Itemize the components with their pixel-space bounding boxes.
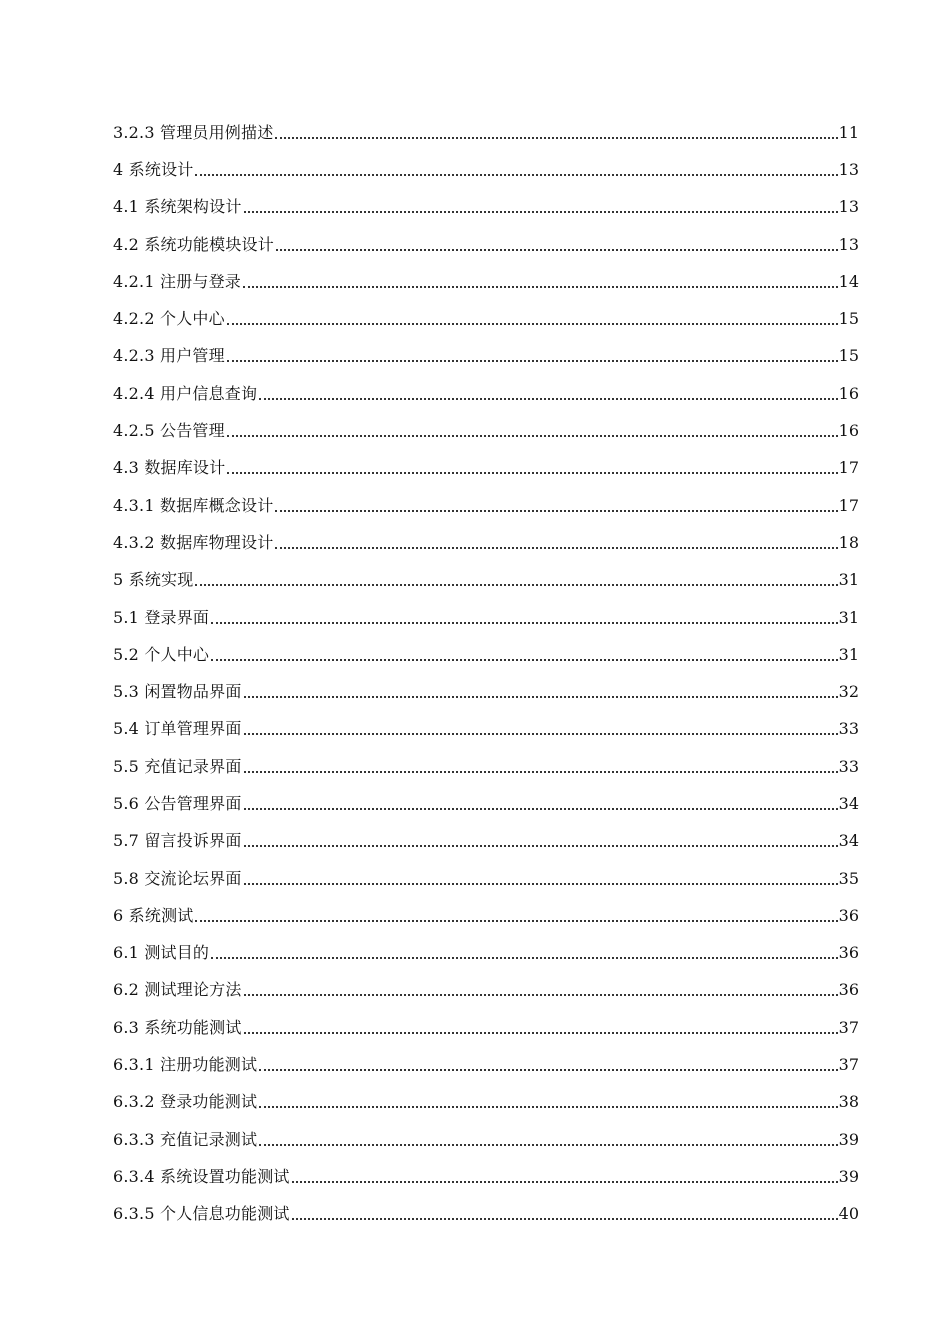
toc-dot-leader [259, 1069, 837, 1071]
toc-dot-leader [292, 1218, 838, 1220]
toc-entry-page-number: 17 [838, 495, 859, 515]
toc-entry-page-number: 15 [838, 309, 859, 329]
toc-entry-title: 5 系统实现 [113, 570, 194, 590]
toc-dot-leader [244, 883, 838, 885]
toc-dot-leader [244, 845, 838, 847]
toc-entry-page-number: 31 [838, 607, 859, 627]
toc-entry-title: 5.1 登录界面 [113, 607, 210, 627]
toc-entry-page-number: 34 [838, 793, 859, 813]
toc-entry-page-number: 15 [838, 346, 859, 366]
toc-entry-page-number: 17 [838, 458, 859, 478]
toc-entry[interactable] [113, 450, 859, 487]
toc-dot-leader [244, 808, 838, 810]
toc-entry-title: 4.1 系统架构设计 [113, 197, 242, 217]
toc-entry-title: 5.6 公告管理界面 [113, 793, 242, 813]
toc-entry-page-number: 33 [838, 719, 859, 739]
toc-entry[interactable] [113, 1084, 859, 1121]
toc-entry-page-number: 18 [838, 532, 859, 552]
toc-dot-leader [211, 659, 838, 661]
toc-dot-leader [259, 1144, 837, 1146]
toc-entry[interactable] [113, 785, 859, 822]
toc-entry-page-number: 16 [838, 421, 859, 441]
table-of-contents [113, 114, 859, 1233]
toc-entry-page-number: 31 [838, 644, 859, 664]
toc-entry[interactable] [113, 748, 859, 785]
toc-entry-page-number: 16 [838, 383, 859, 403]
toc-entry[interactable] [113, 897, 859, 934]
toc-entry[interactable] [113, 1046, 859, 1083]
toc-entry-page-number: 40 [838, 1204, 859, 1224]
toc-entry[interactable] [113, 114, 859, 151]
toc-entry-title: 3.2.3 管理员用例描述 [113, 122, 274, 142]
toc-dot-leader [211, 622, 838, 624]
toc-dot-leader [244, 1032, 838, 1034]
toc-entry-title: 5.4 订单管理界面 [113, 719, 242, 739]
toc-entry[interactable] [113, 375, 859, 412]
toc-entry-title: 6.3.1 注册功能测试 [113, 1055, 258, 1075]
toc-entry-page-number: 39 [838, 1166, 859, 1186]
toc-entry[interactable] [113, 226, 859, 263]
toc-entry[interactable] [113, 972, 859, 1009]
toc-entry-title: 4.2.1 注册与登录 [113, 271, 241, 291]
toc-entry-title: 6.1 测试目的 [113, 943, 210, 963]
toc-entry-title: 4.3.2 数据库物理设计 [113, 532, 274, 552]
toc-entry[interactable] [113, 1158, 859, 1195]
toc-entry-page-number: 35 [838, 868, 859, 888]
toc-entry-title: 6.3.5 个人信息功能测试 [113, 1204, 290, 1224]
toc-entry-page-number: 36 [838, 980, 859, 1000]
toc-entry-page-number: 38 [838, 1092, 859, 1112]
toc-dot-leader [227, 323, 838, 325]
toc-entry-title: 6.3.4 系统设置功能测试 [113, 1166, 290, 1186]
toc-dot-leader [195, 174, 837, 176]
toc-entry[interactable] [113, 263, 859, 300]
toc-dot-leader [195, 584, 837, 586]
toc-entry-page-number: 34 [838, 831, 859, 851]
toc-entry-page-number: 37 [838, 1055, 859, 1075]
toc-entry-page-number: 14 [838, 271, 859, 291]
toc-entry-title: 5.3 闲置物品界面 [113, 682, 242, 702]
toc-entry-title: 6.3.3 充值记录测试 [113, 1129, 258, 1149]
toc-dot-leader [275, 547, 837, 549]
toc-entry-page-number: 33 [838, 756, 859, 776]
toc-entry-title: 4.2.3 用户管理 [113, 346, 225, 366]
toc-entry[interactable] [113, 562, 859, 599]
toc-entry[interactable] [113, 412, 859, 449]
toc-entry-page-number: 36 [838, 943, 859, 963]
toc-entry-title: 4.3.1 数据库概念设计 [113, 495, 274, 515]
toc-entry[interactable] [113, 1121, 859, 1158]
toc-entry[interactable] [113, 1196, 859, 1233]
toc-entry[interactable] [113, 673, 859, 710]
toc-dot-leader [292, 1181, 838, 1183]
toc-entry[interactable] [113, 487, 859, 524]
toc-dot-leader [276, 249, 838, 251]
toc-entry-page-number: 36 [838, 905, 859, 925]
toc-entry-page-number: 13 [838, 197, 859, 217]
toc-dot-leader [244, 994, 838, 996]
toc-entry[interactable] [113, 599, 859, 636]
toc-entry[interactable] [113, 300, 859, 337]
toc-dot-leader [259, 1106, 837, 1108]
toc-dot-leader [244, 771, 838, 773]
toc-entry-title: 5.8 交流论坛界面 [113, 868, 242, 888]
toc-entry[interactable] [113, 823, 859, 860]
toc-dot-leader [244, 211, 838, 213]
toc-entry-page-number: 13 [838, 159, 859, 179]
toc-dot-leader [275, 137, 837, 139]
toc-entry[interactable] [113, 711, 859, 748]
toc-entry-title: 4.2.5 公告管理 [113, 421, 225, 441]
toc-entry-title: 5.7 留言投诉界面 [113, 831, 242, 851]
toc-entry-title: 6 系统测试 [113, 905, 194, 925]
toc-entry[interactable] [113, 935, 859, 972]
toc-entry[interactable] [113, 338, 859, 375]
toc-entry[interactable] [113, 189, 859, 226]
toc-dot-leader [211, 957, 838, 959]
toc-entry[interactable] [113, 636, 859, 673]
toc-entry[interactable] [113, 860, 859, 897]
toc-dot-leader [227, 360, 838, 362]
toc-entry-title: 4 系统设计 [113, 159, 194, 179]
toc-dot-leader [259, 398, 837, 400]
toc-entry-title: 5.2 个人中心 [113, 644, 210, 664]
toc-dot-leader [243, 286, 838, 288]
toc-entry-page-number: 31 [838, 570, 859, 590]
toc-entry-title: 5.5 充值记录界面 [113, 756, 242, 776]
toc-entry-title: 6.2 测试理论方法 [113, 980, 242, 1000]
toc-entry[interactable] [113, 151, 859, 188]
toc-entry-title: 4.2.2 个人中心 [113, 309, 225, 329]
toc-entry-page-number: 32 [838, 682, 859, 702]
toc-entry-page-number: 13 [838, 234, 859, 254]
toc-entry-page-number: 11 [838, 122, 859, 142]
toc-dot-leader [244, 696, 838, 698]
toc-dot-leader [275, 510, 837, 512]
toc-entry-title: 6.3.2 登录功能测试 [113, 1092, 258, 1112]
toc-entry-title: 4.2 系统功能模块设计 [113, 234, 274, 254]
toc-entry-page-number: 37 [838, 1017, 859, 1037]
toc-entry-title: 4.3 数据库设计 [113, 458, 226, 478]
toc-dot-leader [227, 472, 837, 474]
toc-entry[interactable] [113, 1009, 859, 1046]
toc-dot-leader [227, 435, 838, 437]
toc-entry-page-number: 39 [838, 1129, 859, 1149]
toc-entry[interactable] [113, 524, 859, 561]
toc-entry-title: 4.2.4 用户信息查询 [113, 383, 258, 403]
toc-dot-leader [195, 920, 837, 922]
toc-entry-title: 6.3 系统功能测试 [113, 1017, 242, 1037]
toc-dot-leader [244, 733, 838, 735]
